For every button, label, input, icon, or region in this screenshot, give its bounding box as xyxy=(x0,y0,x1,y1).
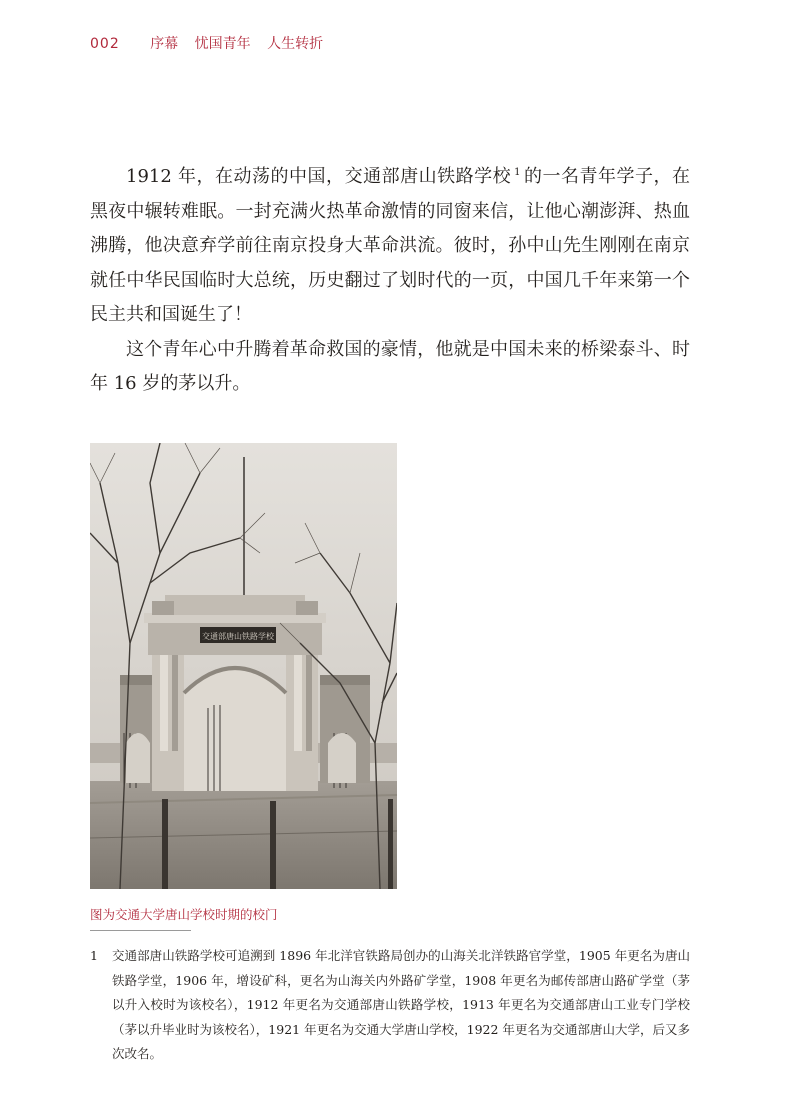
running-header xyxy=(90,33,323,53)
school-gate-photo xyxy=(90,443,397,889)
gate-sign-text: 交通部唐山铁路学校 xyxy=(202,632,274,641)
page-number: 002 xyxy=(90,36,120,52)
paragraph-1-start: 1912 年，在动荡的中国，交通部唐山铁路学校 xyxy=(126,166,512,187)
chapter-title-part2: 人生转折 xyxy=(267,36,324,52)
section-label: 序幕 xyxy=(150,36,179,52)
footnote-text: 交通部唐山铁路学校可追溯到 1896 年北洋官铁路局创办的山海关北洋铁路官学堂，1905 年更名为唐山铁路学堂，1906 年，增设矿科，更名为山海关内外路矿学堂，1908 年更名为邮传部唐山路矿学堂（茅以升入校时为该校名），1912 年更名为交通部唐山铁路学校，1913 年更名为交通部唐山工业专门学校（茅以升毕业时为该校名），1921 年更名为交通大学唐山学校，1922 年更名为交通部唐山大学，后又多次改名。 xyxy=(112,948,690,1061)
paragraph-2: 这个青年心中升腾着革命救国的豪情，他就是中国未来的桥梁泰斗、时年 16 岁的茅以升。 xyxy=(90,338,690,394)
chapter-title-part1: 忧国青年 xyxy=(194,36,251,52)
footnote-reference[interactable]: 1 xyxy=(514,167,521,178)
footnote-divider xyxy=(90,930,191,931)
footnote-number: 1 xyxy=(90,948,98,963)
paragraph-1-rest: 的一名青年学子，在黑夜中辗转难眠。一封充满火热革命激情的同窗来信，让他心潮澎湃、热血沸腾，他决意弃学前往南京投身大革命洪流。彼时，孙中山先生刚刚在南京就任中华民国临时大总统，历史翻过了划时代的一页，中国几千年来第一个民主共和国诞生了！ xyxy=(90,166,690,325)
paragraph-1 xyxy=(90,156,690,333)
body-text xyxy=(90,156,690,402)
footnote xyxy=(90,944,690,1067)
photo-caption: 图为交通大学唐山学校时期的校门 xyxy=(90,907,278,922)
